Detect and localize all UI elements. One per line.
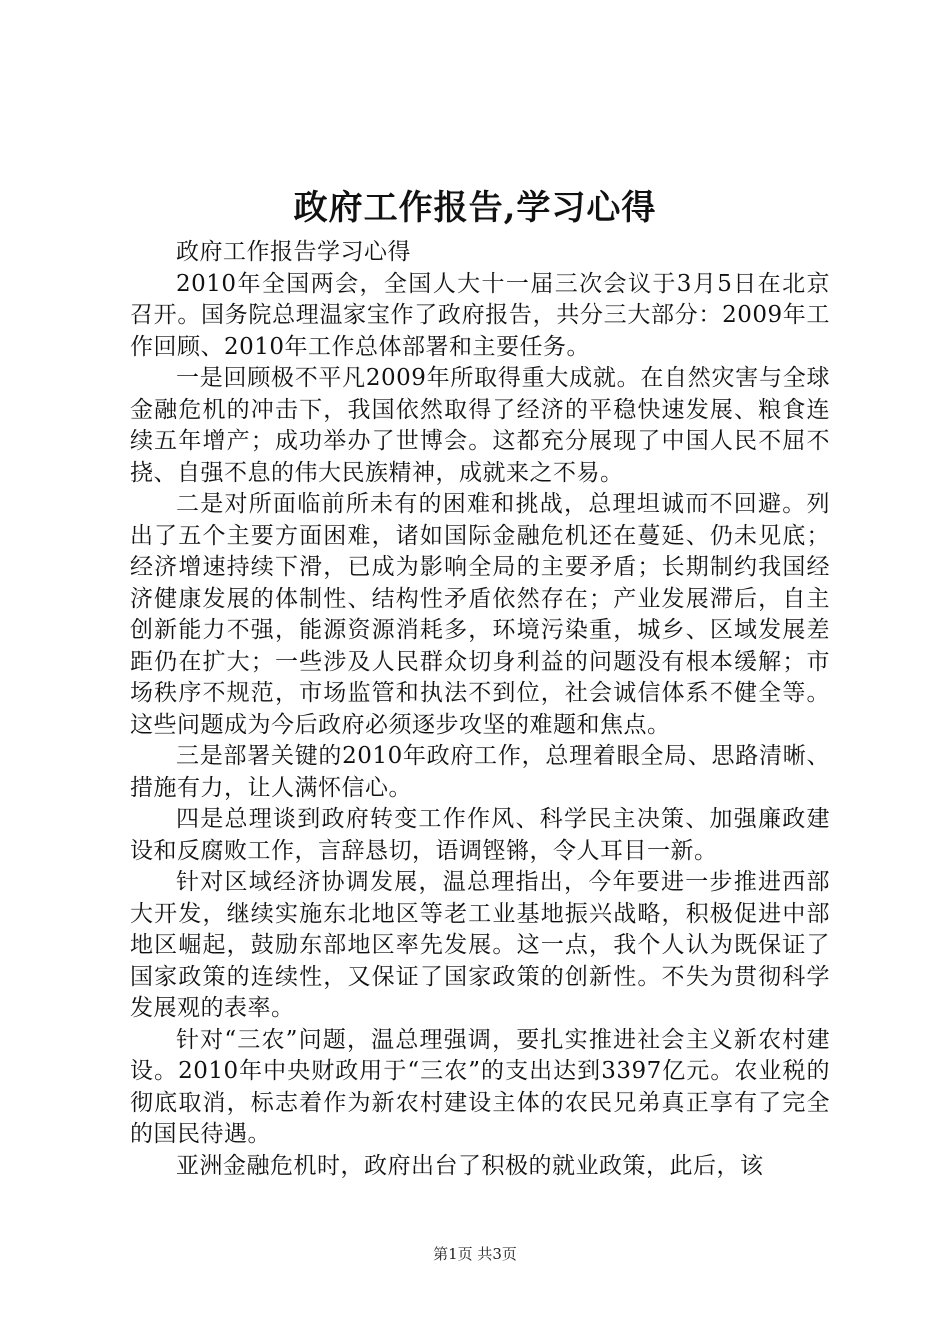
paragraph-three-rural: 针对“三农”问题，温总理强调，要扎实推进社会主义新农村建设。2010年中央财政用于“三农”的支出达到3397亿元。农业税的彻底取消，标志着作为新农村建设主体的农民兄弟真正享有了完全的国民待遇。 bbox=[130, 1026, 830, 1147]
page-number-footer: 第1页 共3页 bbox=[433, 1245, 517, 1263]
document-body bbox=[130, 237, 830, 1182]
paragraph-point-three: 三是部署关键的2010年政府工作，总理着眼全局、思路清晰、措施有力，让人满怀信心。 bbox=[130, 743, 830, 801]
paragraph-intro: 2010年全国两会，全国人大十一届三次会议于3月5日在北京召开。国务院总理温家宝作了政府报告，共分三大部分：2009年工作回顾、2010年工作总体部署和主要任务。 bbox=[130, 270, 830, 360]
paragraph-point-two: 二是对所面临前所未有的困难和挑战，总理坦诚而不回避。列出了五个主要方面困难，诸如国际金融危机还在蔓延、仍未见底；经济增速持续下滑，已成为影响全局的主要矛盾；长期制约我国经济健康发展的体制性、结构性矛盾依然存在；产业发展滞后，自主创新能力不强，能源资源消耗多，环境污染重，城乡、区域发展差距仍在扩大；一些涉及人民群众切身利益的问题没有根本缓解；市场秩序不规范，市场监管和执法不到位，社会诚信体系不健全等。这些问题成为今后政府必须逐步攻坚的难题和焦点。 bbox=[130, 491, 830, 738]
document-title: 政府工作报告,学习心得 bbox=[293, 188, 657, 228]
paragraph-regional-development: 针对区域经济协调发展，温总理指出，今年要进一步推进西部大开发，继续实施东北地区等老工业基地振兴战略，积极促进中部地区崛起，鼓励东部地区率先发展。这一点，我个人认为既保证了国家政策的连续性，又保证了国家政策的创新性。不失为贯彻科学发展观的表率。 bbox=[130, 869, 830, 1021]
paragraph-employment: 亚洲金融危机时，政府出台了积极的就业政策，此后，该 bbox=[176, 1152, 764, 1179]
paragraph-point-one: 一是回顾极不平凡2009年所取得重大成就。在自然灾害与全球金融危机的冲击下，我国依然取得了经济的平稳快速发展、粮食连续五年增产；成功举办了世博会。这都充分展现了中国人民不屈不挠、自强不息的伟大民族精神，成就来之不易。 bbox=[130, 365, 830, 486]
paragraph-point-four: 四是总理谈到政府转变工作作风、科学民主决策、加强廉政建设和反腐败工作，言辞恳切，语调铿锵，令人耳目一新。 bbox=[130, 806, 830, 864]
paragraph-subtitle: 政府工作报告学习心得 bbox=[176, 239, 411, 265]
